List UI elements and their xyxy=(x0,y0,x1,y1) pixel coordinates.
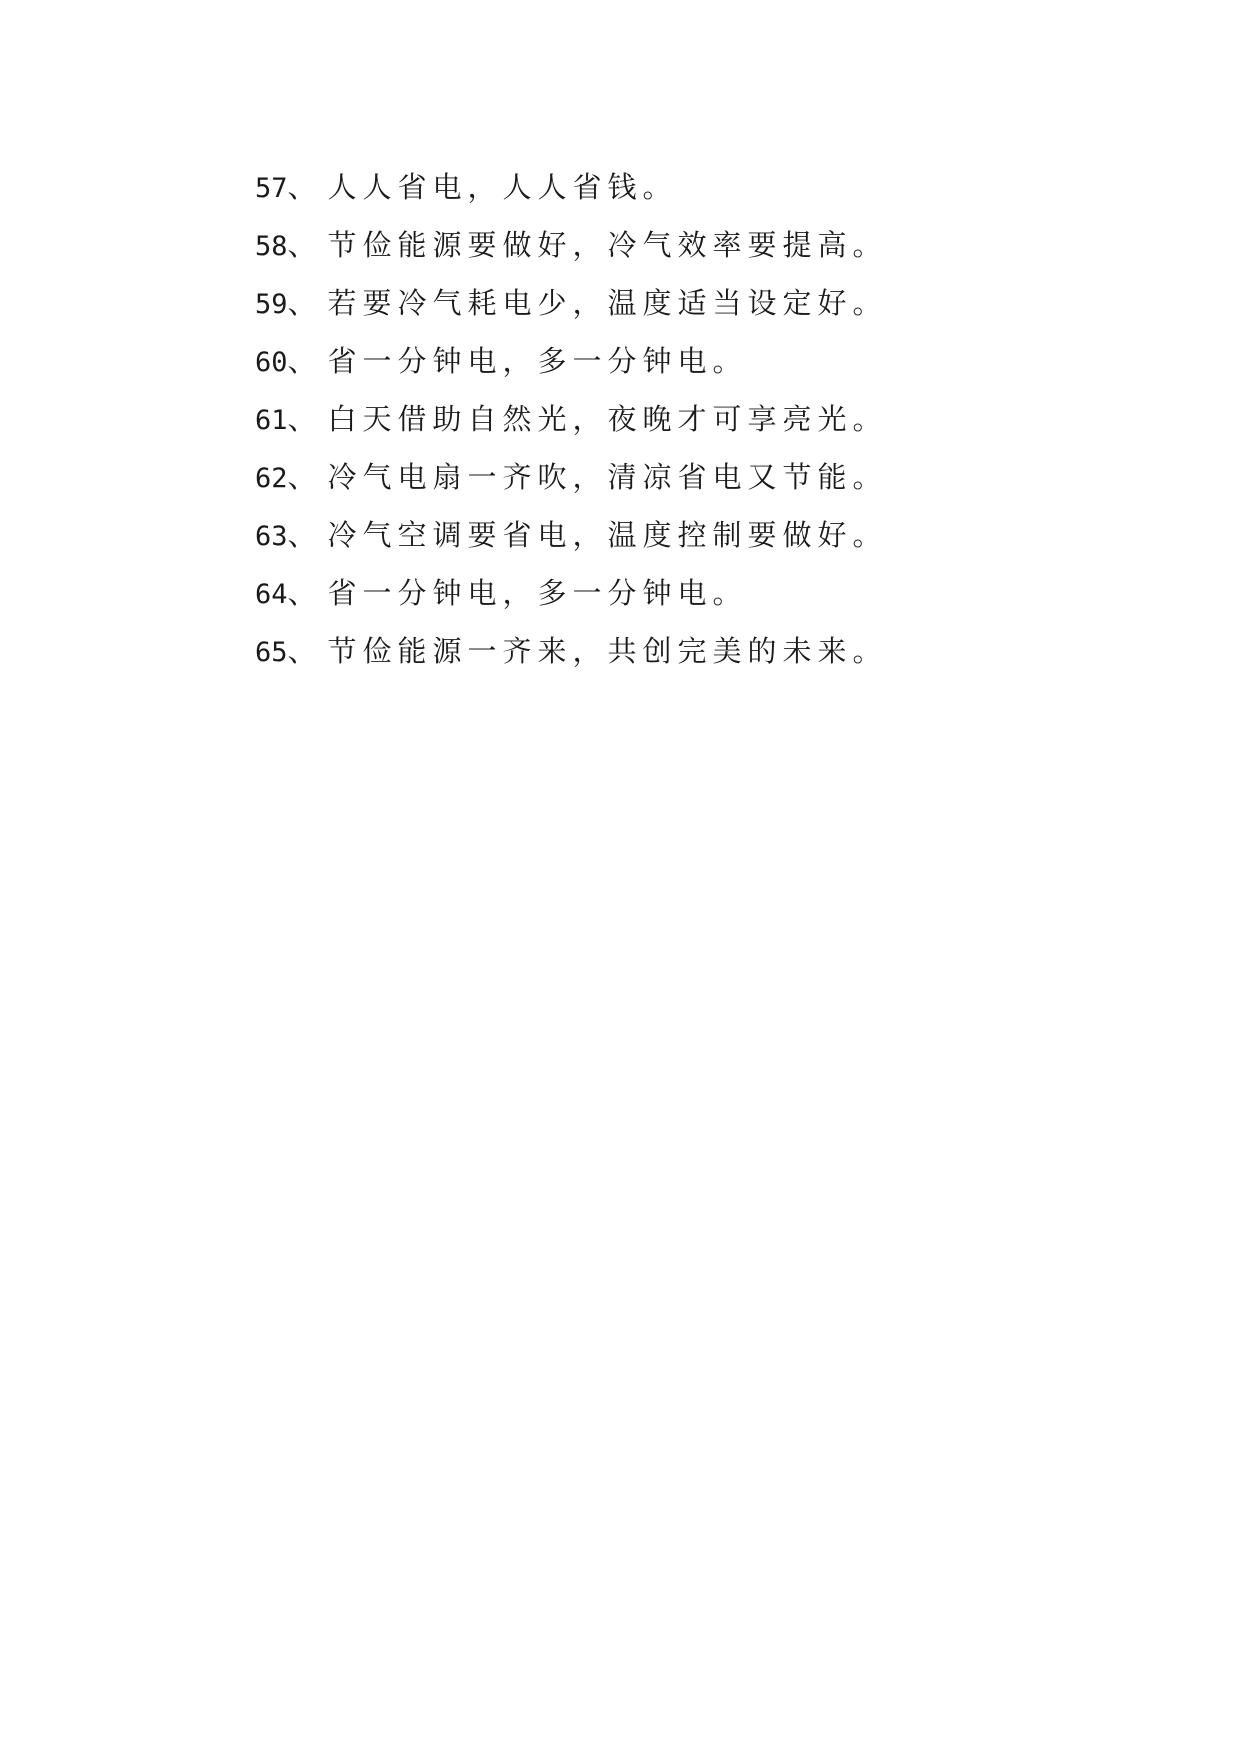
item-separator: 、 xyxy=(287,576,317,610)
list-item xyxy=(255,622,1155,680)
item-number: 63 xyxy=(255,521,288,552)
item-text: 白天借助自然光，夜晚才可享亮光。 xyxy=(327,402,888,436)
list-item xyxy=(255,216,1155,274)
item-separator: 、 xyxy=(287,344,317,378)
item-number: 58 xyxy=(255,231,288,262)
item-separator: 、 xyxy=(287,170,317,204)
list-item xyxy=(255,274,1155,332)
item-number: 60 xyxy=(255,347,288,378)
item-number: 64 xyxy=(255,579,288,610)
item-separator: 、 xyxy=(287,634,317,668)
item-separator: 、 xyxy=(287,518,317,552)
item-text: 冷气空调要省电，温度控制要做好。 xyxy=(327,518,888,552)
item-number: 59 xyxy=(255,289,288,320)
item-number: 57 xyxy=(255,173,288,204)
item-text: 人人省电，人人省钱。 xyxy=(327,170,678,204)
item-separator: 、 xyxy=(287,402,317,436)
item-separator: 、 xyxy=(287,228,317,262)
item-text: 省一分钟电，多一分钟电。 xyxy=(327,344,748,378)
item-text: 若要冷气耗电少，温度适当设定好。 xyxy=(327,286,888,320)
item-text: 省一分钟电，多一分钟电。 xyxy=(327,576,748,610)
list-item xyxy=(255,390,1155,448)
item-number: 65 xyxy=(255,637,288,668)
slogan-list xyxy=(255,158,1155,680)
item-number: 61 xyxy=(255,405,288,436)
item-separator: 、 xyxy=(287,286,317,320)
list-item xyxy=(255,564,1155,622)
list-item xyxy=(255,506,1155,564)
item-text: 节俭能源一齐来，共创完美的未来。 xyxy=(327,634,888,668)
item-text: 冷气电扇一齐吹，清凉省电又节能。 xyxy=(327,460,888,494)
list-item xyxy=(255,448,1155,506)
item-text: 节俭能源要做好，冷气效率要提高。 xyxy=(327,228,888,262)
item-number: 62 xyxy=(255,463,288,494)
item-separator: 、 xyxy=(287,460,317,494)
list-item xyxy=(255,332,1155,390)
list-item xyxy=(255,158,1155,216)
